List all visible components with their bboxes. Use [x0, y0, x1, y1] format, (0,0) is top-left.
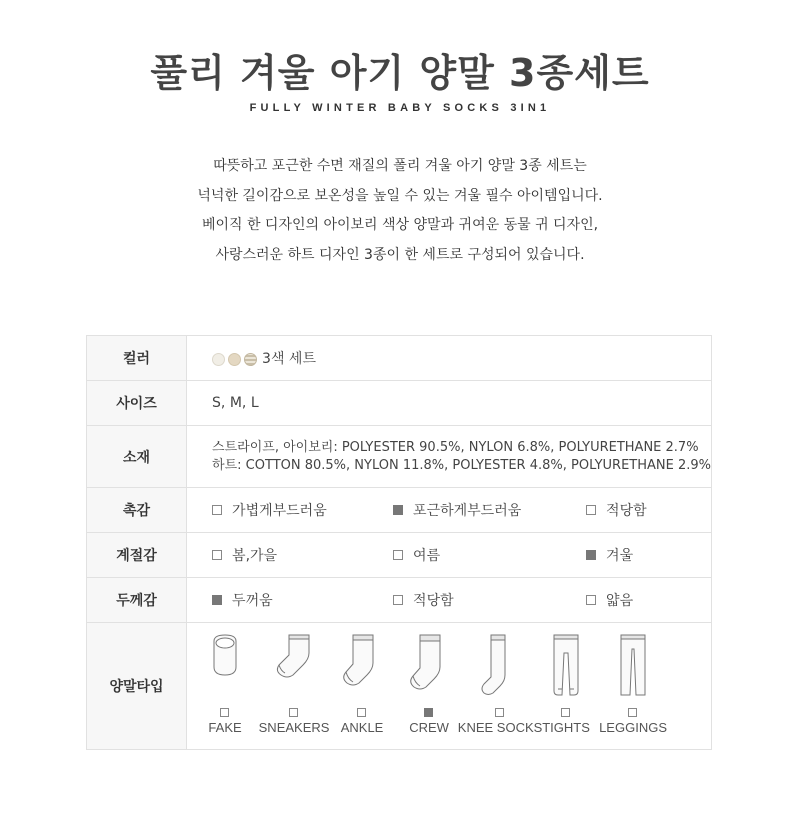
spec-label-color: 컬러 [87, 336, 187, 381]
description-line: 사랑스러운 하트 디자인 3종이 한 세트로 구성되어 있습니다. [215, 246, 585, 263]
touch-option: 포근하게부드러움 [393, 500, 521, 520]
thickness-options [212, 590, 711, 610]
thickness-option: 얇음 [586, 590, 633, 610]
spec-row-touch [87, 488, 712, 533]
spec-label-thickness: 두께감 [87, 578, 187, 623]
checkbox-icon [393, 550, 403, 560]
thickness-option: 두꺼움 [212, 590, 273, 610]
spec-value-color: 3색 세트 [262, 351, 316, 367]
page-title: 풀리 겨울 아기 양말 3종세트 [150, 51, 650, 95]
spec-value-size: S, M, L [187, 381, 712, 426]
checkbox-icon [495, 708, 504, 717]
leggings-icon [618, 633, 648, 699]
checkbox-icon [289, 708, 298, 717]
color-swatch-beige [228, 353, 241, 366]
spec-row-size [87, 381, 712, 426]
checkbox-icon [212, 550, 222, 560]
material-line: 스트라이프, 아이보리: POLYESTER 90.5%, NYLON 6.8%, POLYURETHANE 2.7% [212, 439, 699, 455]
product-description [0, 152, 800, 270]
fake-sock-icon [210, 633, 240, 685]
season-option: 여름 [393, 545, 440, 565]
spec-label-material: 소재 [87, 426, 187, 488]
spec-table [86, 335, 712, 750]
spec-row-material [87, 426, 712, 488]
touch-options [212, 500, 711, 520]
color-swatches [212, 353, 257, 366]
checkbox-icon [357, 708, 366, 717]
spec-row-thickness [87, 578, 712, 623]
sock-type-list: FAKE SNEAKERS ANKLE CREW KNEE SOCKS TIGHTS LEGGINGS [187, 623, 711, 749]
crew-sock-icon [406, 633, 450, 693]
checkbox-icon [220, 708, 229, 717]
season-option: 봄,가을 [212, 545, 277, 565]
checkbox-icon [212, 595, 222, 605]
checkbox-icon [628, 708, 637, 717]
tights-icon [551, 633, 581, 699]
ankle-sock-icon [339, 633, 383, 689]
spec-row-season [87, 533, 712, 578]
color-swatch-ivory [212, 353, 225, 366]
spec-label-sock-type: 양말타입 [87, 623, 187, 750]
season-option: 겨울 [586, 545, 633, 565]
spec-row-sock-type [87, 623, 712, 750]
checkbox-icon [424, 708, 433, 717]
color-swatch-stripe [244, 353, 257, 366]
checkbox-icon [586, 505, 596, 515]
checkbox-icon [586, 595, 596, 605]
thickness-option: 적당함 [393, 590, 454, 610]
knee-sock-icon [477, 633, 517, 697]
spec-row-color [87, 336, 712, 381]
spec-label-season: 계절감 [87, 533, 187, 578]
description-line: 넉넉한 길이감으로 보온성을 높일 수 있는 겨울 필수 아이템입니다. [197, 187, 603, 204]
checkbox-icon [212, 505, 222, 515]
touch-option: 적당함 [586, 500, 647, 520]
touch-option: 가볍게부드러움 [212, 500, 327, 520]
checkbox-icon [561, 708, 570, 717]
description-line: 따뜻하고 포근한 수면 재질의 폴리 겨울 아기 양말 3종 세트는 [213, 158, 587, 174]
spec-label-size: 사이즈 [87, 381, 187, 426]
checkbox-icon [393, 505, 403, 515]
sneakers-sock-icon [271, 633, 315, 685]
checkbox-icon [393, 595, 403, 605]
season-options [212, 545, 711, 565]
checkbox-icon [586, 550, 596, 560]
page-subtitle: FULLY WINTER BABY SOCKS 3IN1 [249, 102, 551, 114]
spec-label-touch: 촉감 [87, 488, 187, 533]
description-line: 베이직 한 디자인의 아이보리 색상 양말과 귀여운 동물 귀 디자인, [201, 217, 599, 233]
material-line: 하트: COTTON 80.5%, NYLON 11.8%, POLYESTER 4.8%, POLYURETHANE 2.9% [212, 457, 711, 473]
